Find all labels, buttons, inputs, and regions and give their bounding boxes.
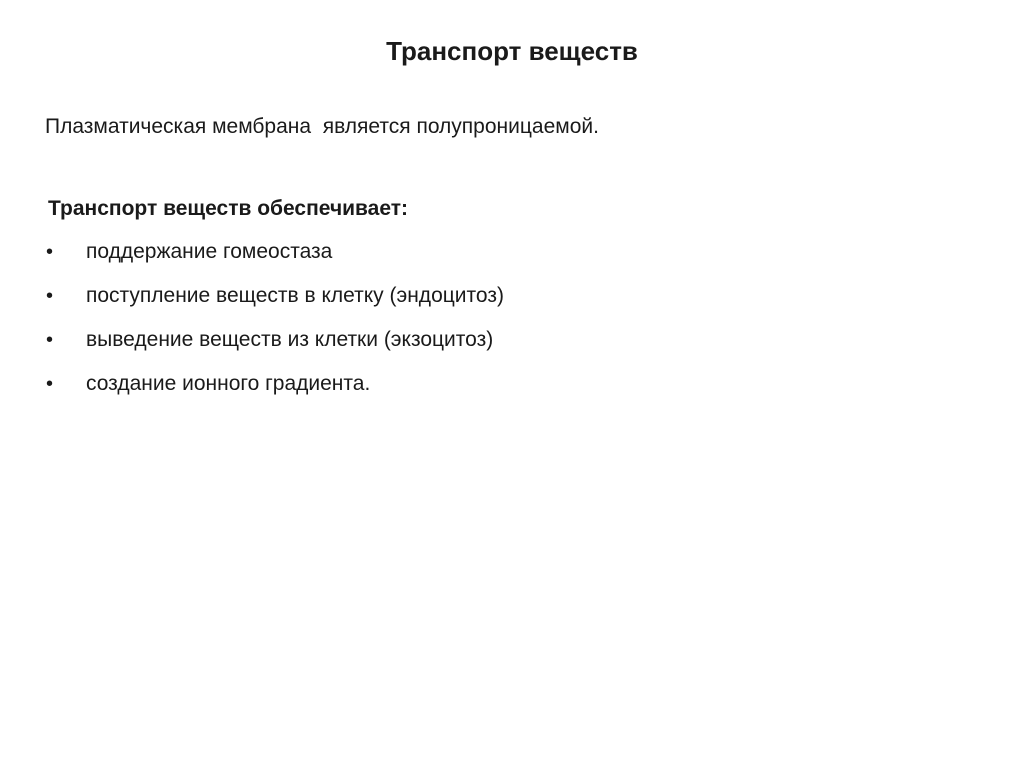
list-heading: Транспорт веществ обеспечивает: bbox=[48, 197, 409, 220]
bullet-icon: • bbox=[46, 285, 54, 307]
bullet-list bbox=[46, 237, 504, 413]
list-item bbox=[46, 237, 504, 281]
list-item bbox=[46, 325, 504, 369]
bullet-icon: • bbox=[46, 241, 54, 263]
list-item-text: создание ионного градиента. bbox=[86, 372, 371, 395]
list-item-text: поступление веществ в клетку (эндоцитоз) bbox=[86, 284, 504, 307]
list-item-text: поддержание гомеостаза bbox=[86, 240, 333, 263]
list-item bbox=[46, 369, 504, 413]
slide-title: Транспорт веществ bbox=[386, 36, 638, 66]
list-item-text: выведение веществ из клетки (экзоцитоз) bbox=[86, 328, 494, 351]
list-item bbox=[46, 281, 504, 325]
bullet-icon: • bbox=[46, 373, 54, 395]
intro-text: Плазматическая мембрана является полупроницаемой. bbox=[45, 115, 599, 138]
bullet-icon: • bbox=[46, 329, 54, 351]
